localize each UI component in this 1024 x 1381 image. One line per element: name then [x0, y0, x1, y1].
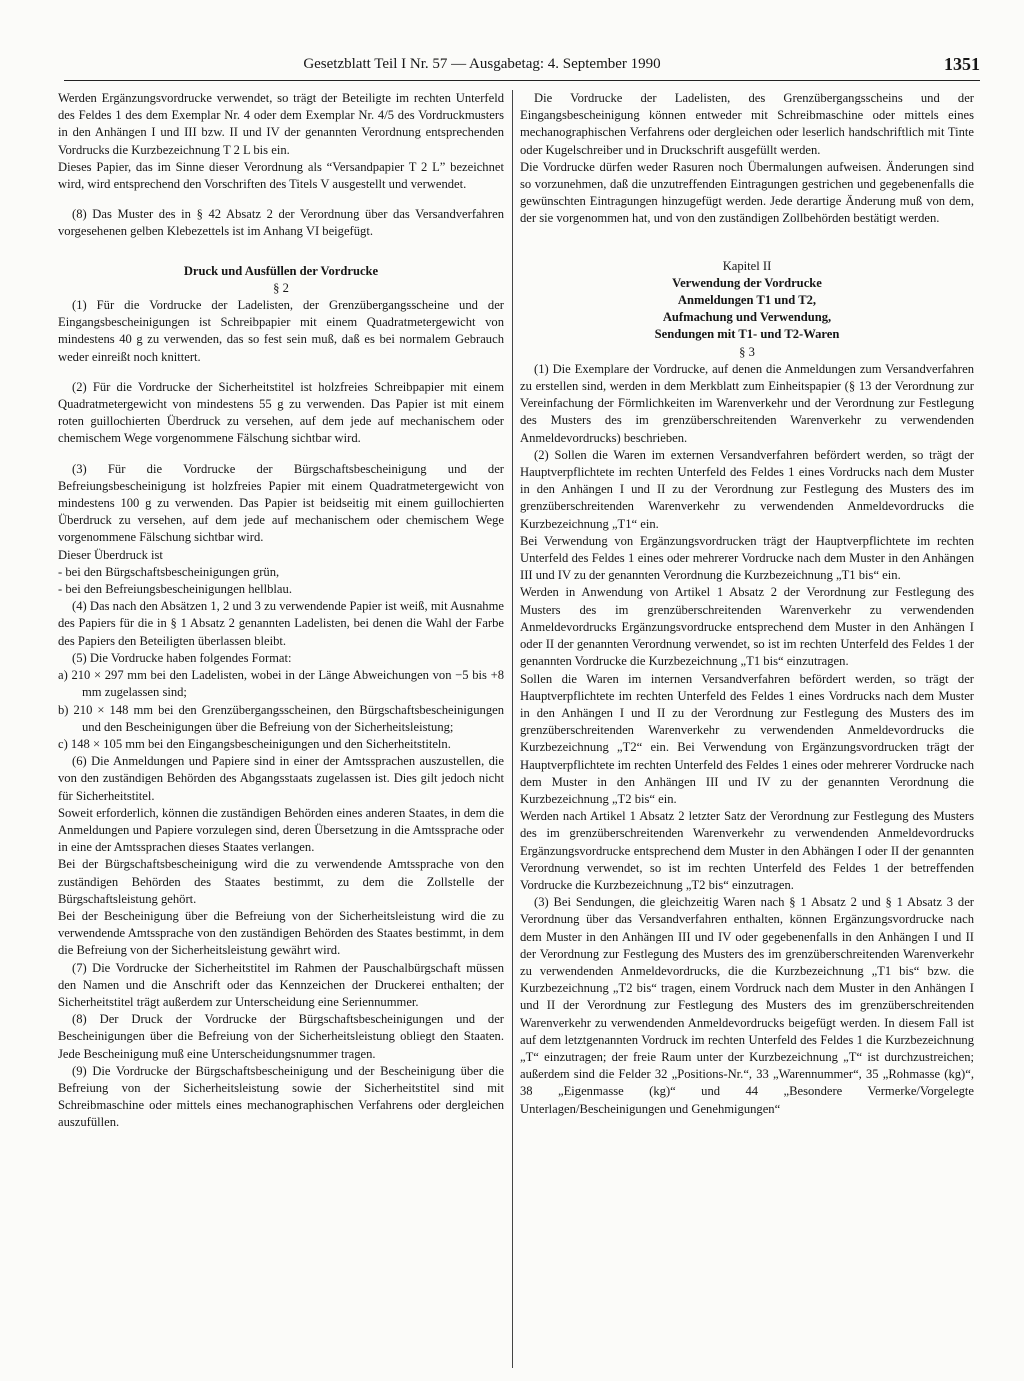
- list-item: b) 210 × 148 mm bei den Grenzübergangsscheinen, den Bürgschaftsbescheinigungen und den Bescheinigungen über die Befreiung von der Sicherheitsleistung;: [58, 702, 504, 734]
- paragraph: (4) Das nach den Absätzen 1, 2 und 3 zu verwendende Papier ist weiß, mit Ausnahme des Papiers für die in § 1 Absatz 2 genannten Ladelisten, bei denen die Wahl der Farbe des Papiers den Beteiligten überlassen bleibt.: [58, 599, 504, 648]
- chapter-title: Aufmachung und Verwendung,: [662, 310, 832, 325]
- paragraph-symbol-heading: § 3: [739, 344, 755, 359]
- column-divider: [512, 90, 513, 1368]
- paragraph: (6) Die Anmeldungen und Papiere sind in einer der Amtssprachen auszustellen, die von den zuständigen Behörden des Abgangsstaats zugelassen ist. Dies gilt jedoch nicht für Sicherheitstitel.: [58, 754, 504, 803]
- paragraph: (3) Für die Vordrucke der Bürgschaftsbescheinigung und der Befreiungsbescheinigung ist holzfreies Papier mit einem Quadratmetergewicht von mindestens 100 g zu verwenden. Das Papier ist beidseitig mit einem guillochierten Überdruck zu versehen, auf dem jede auf mechanischem oder chemischem Wege vorgenommene Fälschung sichtbar wird.: [58, 461, 504, 545]
- paragraph: Die Vordrucke der Ladelisten, des Grenzübergangsscheins und der Eingangsbescheinigung können entweder mit Schreibmaschine oder mittels eines mechanographischen Verfahrens oder dergleichen oder leserlich handschriftlich mit Tinte oder Kugelschreiber und in Druckschrift ausgefüllt werden.: [520, 91, 974, 157]
- paragraph-symbol-heading: § 2: [273, 280, 289, 295]
- chapter-title: Sendungen mit T1- und T2-Waren: [654, 327, 840, 342]
- chapter-title: Anmeldungen T1 und T2,: [677, 293, 817, 308]
- paragraph: (3) Bei Sendungen, die gleichzeitig Waren nach § 1 Absatz 2 und § 1 Absatz 3 der Verordnung über das Versandverfahren enthalten, können Ergänzungsvordrucke nach dem Muster in den Anhängen III und IV oder gegebenenfalls in den Anhängen I und II der Verordnung zur Festlegung des Musters des im grenzüberschreitenden Warenverkehr zu verwendenden Anmeldevordrucks, die die Kurzbezeichnung „T1 bis“ bzw. die Kurzbezeichnung „T2 bis“ tragen, einem Vordruck nach dem Muster in den Anhängen I und II der Verordnung zur Festlegung des Musters des im grenzüberschreitenden Warenverkehr zu verwendenden Anmeldevordrucks beigefügt werden. In diesem Fall ist auf dem letztgenannten Vordruck im rechten Unterfeld des Feldes 1 die Kurzbezeichnung „T“ einzutragen; der freie Raum unter der Kurzbezeichnung „T“ ist durchzustreichen; außerdem sind die Felder 32 „Positions-Nr.“, 33 „Warennummer“, 35 „Rohmasse (kg)“, 38 „Eigenmasse (kg)“ und 44 „Besondere Vermerke/Vorgelegte Unterlagen/Bescheinigungen und Genehmigungen“: [520, 895, 974, 1116]
- section-heading: Druck und Ausfüllen der Vordrucke: [183, 263, 379, 278]
- paragraph: Werden nach Artikel 1 Absatz 2 letzter Satz der Verordnung zur Festlegung des Musters des im grenzüberschreitenden Warenverkehr zu verwendenden Anmeldevordrucks Ergänzungsvordrucke entsprechend dem Muster in den Abhängen I oder II der genannten Verordnung verwendet, so ist im rechten Unterfeld des Feldes 1 der betreffenden Vordrucke die Kurzbezeichnung „T2 bis“ einzutragen.: [520, 809, 974, 892]
- paragraph: Werden Ergänzungsvordrucke verwendet, so trägt der Beteiligte im rechten Unterfeld des Feldes 1 des dem Exemplar Nr. 4 oder dem Exemplar Nr. 4/5 des Vordruckmusters in den Anhängen I und III bzw. II und IV der genannten Verordnung entsprechenden Vordrucks die Kurzbezeichnung T 2 L bis ein.: [58, 91, 504, 157]
- paragraph: (1) Die Exemplare der Vordrucke, auf denen die Anmeldungen zum Versandverfahren zu erstellen sind, werden in dem Merkblatt zum Einheitspapier (§ 13 der Verordnung zur Vereinfachung der Förmlichkeiten im Warenverkehr und der Verordnung zur Festlegung des Musters des im grenzüberschreitenden Warenverkehr zu verwendenden Anmeldevordrucks) beschrieben.: [520, 361, 974, 445]
- paragraph: (8) Das Muster des in § 42 Absatz 2 der Verordnung über das Versandverfahren vorgesehenen gelben Klebezettels ist im Anhang VI beigefügt.: [58, 207, 504, 239]
- chapter-title: Verwendung der Vordrucke: [672, 275, 822, 290]
- paragraph: (1) Für die Vordrucke der Ladelisten, der Grenzübergangsscheine und der Eingangsbescheinigungen ist Schreibpapier mit einem Quadratmetergewicht von mindestens 40 g zu verwenden, das so fest sein muß, daß es bei normalem Gebrauch weder einreißt noch knittert.: [58, 298, 504, 364]
- paragraph: Bei der Bürgschaftsbescheinigung wird die zu verwendende Amtssprache von den zuständigen Behörden des Staates bestimmt, zu dem die Zollstelle der Bürgschaftsleistung gehört.: [58, 857, 504, 906]
- paragraph: (2) Sollen die Waren im externen Versandverfahren befördert werden, so trägt der Hauptverpflichtete im rechten Unterfeld des Feldes 1 eines Vordrucks nach dem Muster in den Anhängen I und II zu der Verordnung zur Festlegung des Musters des im grenzüberschreitenden Warenverkehr zu verwendenden Anmeldevordrucks die Kurzbezeichnung „T1“ ein.: [520, 447, 974, 531]
- paragraph: Dieses Papier, das im Sinne dieser Verordnung als “Versandpapier T 2 L” bezeichnet wird, wird entsprechend den Vorschriften des Titels V ausgestellt und verwendet.: [58, 159, 504, 192]
- paragraph: Die Vordrucke dürfen weder Rasuren noch Übermalungen aufweisen. Änderungen sind so vorzunehmen, daß die unzutreffenden Eintragungen gestrichen und gegebenenfalls die gewünschten Eintragungen hinzugefügt werden. Jede derartige Änderung muß von dem, der sie vorgenommen hat, und von den zuständigen Zollbehörden bestätigt werden.: [520, 159, 974, 226]
- paragraph: (5) Die Vordrucke haben folgendes Format:: [72, 650, 292, 665]
- page-number: 1351: [944, 54, 980, 74]
- paragraph: (2) Für die Vordrucke der Sicherheitstitel ist holzfreies Schreibpapier mit einem Quadratmetergewicht von mindestens 55 g zu verwenden. Das Papier ist mit einem roten guillochierten Überdruck zu versehen, auf dem jede auf mechanischem oder chemischem Wege vorgenommene Fälschung sichtbar wird.: [58, 379, 504, 446]
- paragraph: Soweit erforderlich, können die zuständigen Behörden eines anderen Staates, in dem die Anmeldungen und Papiere vorzulegen sind, deren Übersetzung in die Amtssprache oder in eine der Amtssprachen dieses Staates verlangen.: [58, 805, 504, 855]
- paragraph: (9) Die Vordrucke der Bürgschaftsbescheinigung und der Bescheinigung über die Befreiung von der Sicherheitsleistung sowie der Sicherheitstitel sind mit Schreibmaschine oder mittels eines mechanographischen Verfahrens oder dergleichen auszufüllen.: [58, 1063, 504, 1130]
- left-column: [58, 90, 504, 1370]
- paragraph: (8) Der Druck der Vordrucke der Bürgschaftsbescheinigungen und der Bescheinigungen über die Befreiung von der Sicherheitsleistung obliegt den Staaten. Jede Bescheinigung muß eine Unterscheidungsnummer tragen.: [58, 1012, 504, 1061]
- paragraph: (7) Die Vordrucke der Sicherheitstitel im Rahmen der Pauschalbürgschaft müssen den Namen und die Anschrift oder das Kennzeichen der Druckerei enthalten; der Sicherheitstitel trägt außerdem zur Unterscheidung eine Seriennummer.: [58, 960, 504, 1009]
- page-header: [64, 56, 980, 81]
- paragraph: Bei Verwendung von Ergänzungsvordrucken trägt der Hauptverpflichtete im rechten Unterfeld des Feldes 1 eines oder mehrerer Vordrucke nach dem Muster in den Anhängen III und IV zu der genannten Verordnung die Kurzbezeichnung „T1 bis“ ein.: [520, 533, 974, 583]
- list-item: - bei den Bürgschaftsbescheinigungen grün,: [58, 564, 280, 579]
- paragraph: Sollen die Waren im internen Versandverfahren befördert werden, so trägt der Hauptverpflichtete im rechten Unterfeld des Feldes 1 eines Vordrucks nach dem Muster in den Anhängen I und II zu der Verordnung zur Festlegung des Musters des im grenzüberschreitenden Warenverkehr zu verwendenden Anmeldevordrucks die Kurzbezeichnung „T2“ ein. Bei Verwendung von Ergänzungsvordrucken trägt der Hauptverpflichtete im rechten Unterfeld des Feldes 1 eines oder mehrerer Vordrucke nach dem Muster in den Anhängen III und IV zu der genannten Verordnung die Kurzbezeichnung „T2 bis“ ein.: [520, 671, 974, 806]
- list-item: c) 148 × 105 mm bei den Eingangsbescheinigungen und den Sicherheitstiteln.: [58, 736, 451, 751]
- list-item: - bei den Befreiungsbescheinigungen hellblau.: [58, 582, 292, 597]
- paragraph: Werden in Anwendung von Artikel 1 Absatz 2 der Verordnung zur Festlegung des Musters des im grenzüberschreitenden Warenverkehr zu verwendenden Anmeldevordrucks Ergänzungsvordrucke entsprechend dem Muster in den Anhängen I oder II der genannten Verordnung verwendet, so ist im rechten Unterfeld des Feldes 1 der genannten Vordrucke die Kurzbezeichnung „T1 bis“ einzutragen.: [520, 585, 974, 669]
- paragraph: Bei der Bescheinigung über die Befreiung von der Sicherheitsleistung wird die zu verwendende Amtssprache von den zuständigen Behörden des Staates bestimmt, in dem die Befreiung von der Sicherheitsleistung gewährt wird.: [58, 908, 504, 958]
- header-title: Gesetzblatt Teil I Nr. 57 — Ausgabetag: 4. September 1990: [303, 56, 661, 72]
- chapter-heading: Kapitel II: [722, 258, 772, 273]
- list-item: a) 210 × 297 mm bei den Ladelisten, wobei in der Länge Abweichungen von −5 bis +8 mm zugelassen sind;: [58, 668, 504, 700]
- right-column: [520, 90, 974, 1370]
- paragraph: Dieser Überdruck ist: [58, 547, 163, 562]
